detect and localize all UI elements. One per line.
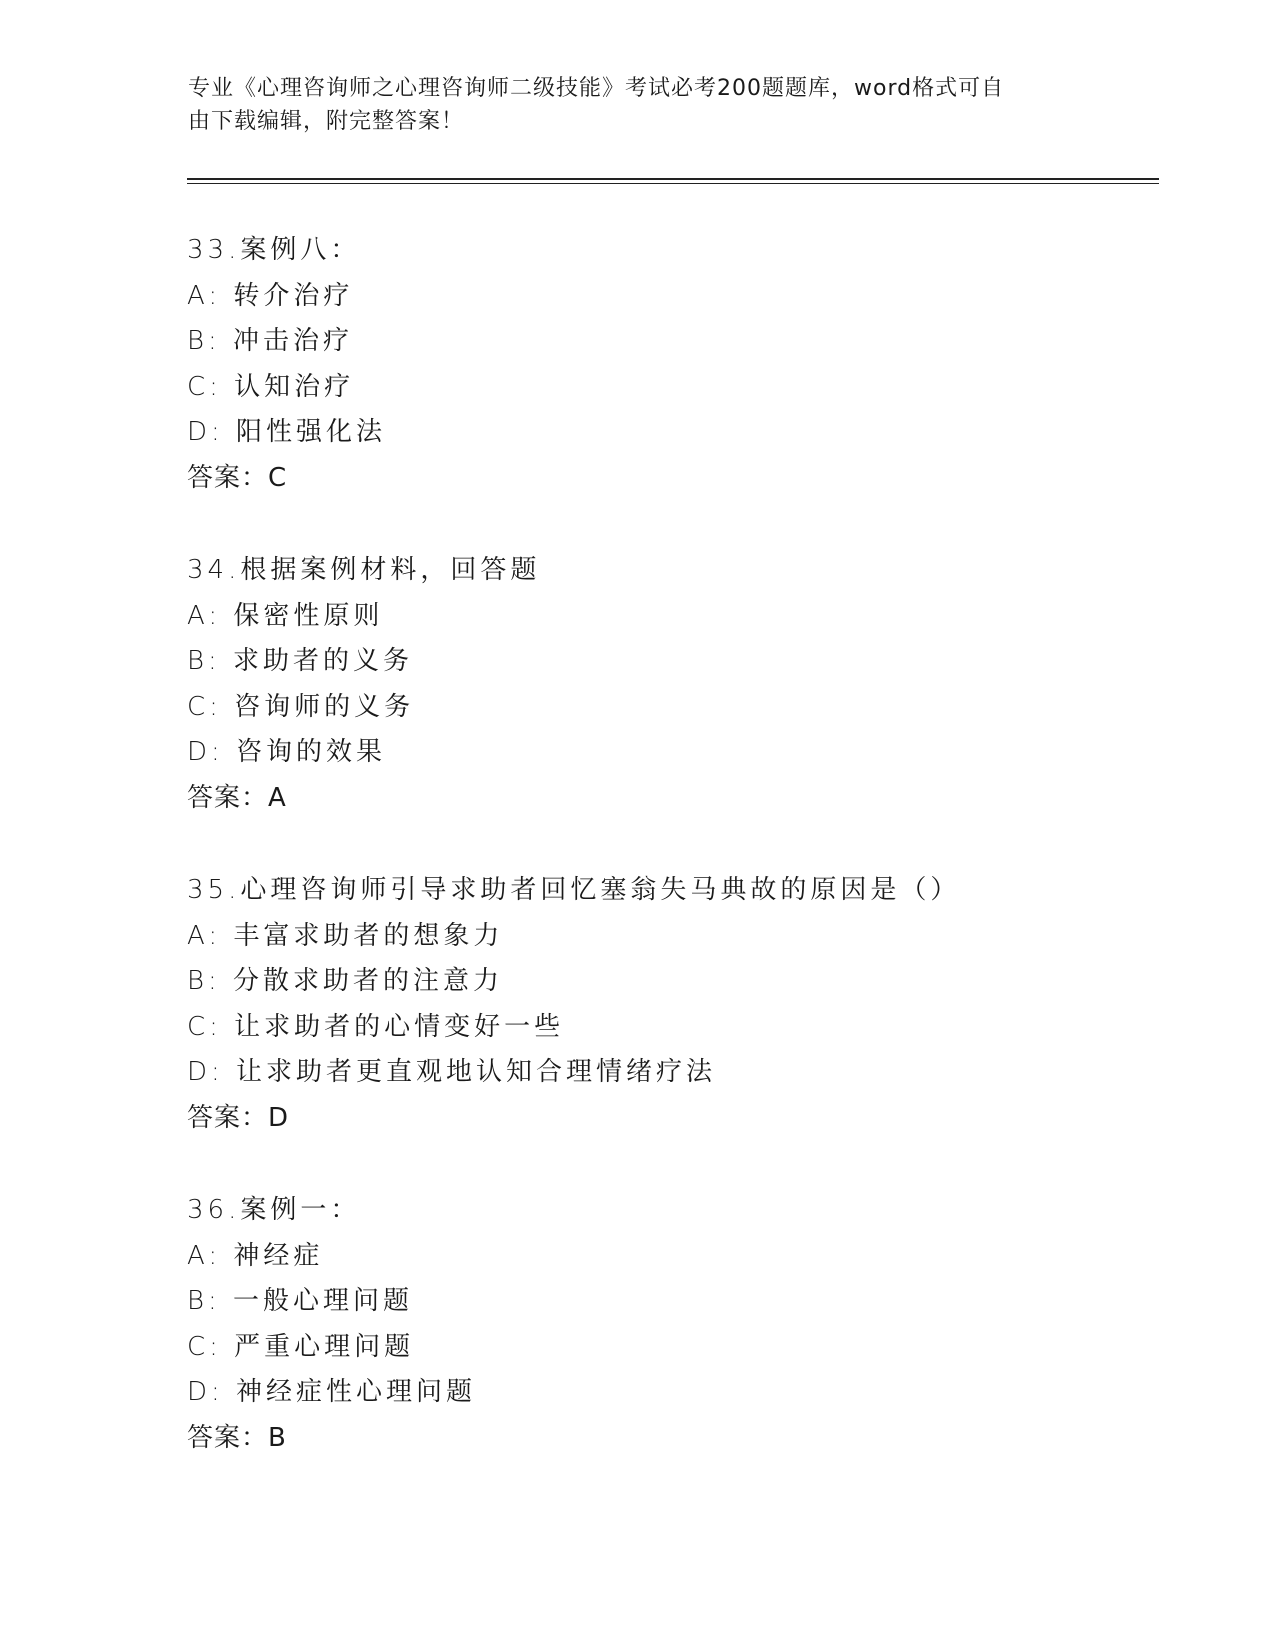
option-a: A: 丰富求助者的想象力 (187, 920, 504, 951)
answer-line: 答案：A (187, 782, 287, 813)
question-stem: 33.案例八： (187, 235, 361, 265)
option-c: C: 认知治疗 (187, 371, 355, 402)
option-d: D: 咨询的效果 (187, 737, 387, 767)
option-c: C: 让求助者的心情变好一些 (187, 1011, 565, 1042)
option-c: C: 严重心理问题 (187, 1331, 415, 1362)
option-d: D: 阳性强化法 (187, 417, 387, 447)
question-block (187, 1188, 1187, 1461)
question-block (187, 228, 1187, 501)
option-d: D: 神经症性心理问题 (187, 1377, 477, 1407)
question-stem: 35.心理咨询师引导求助者回忆塞翁失马典故的原因是（） (187, 875, 961, 905)
option-b: B: 求助者的义务 (187, 646, 414, 676)
header-line-2: 由下载编辑，附完整答案！ (188, 109, 465, 134)
header-divider (187, 178, 1159, 184)
document-header (188, 72, 1088, 138)
answer-line: 答案：B (187, 1422, 287, 1453)
answer-line: 答案：D (187, 1102, 290, 1133)
question-block (187, 868, 1187, 1141)
header-line-1: 专业《心理咨询师之心理咨询师二级技能》考试必考200题题库，word格式可自 (188, 76, 1005, 101)
question-stem: 34.根据案例材料，回答题 (187, 555, 541, 585)
option-d: D: 让求助者更直观地认知合理情绪疗法 (187, 1057, 717, 1087)
option-a: A: 保密性原则 (187, 600, 384, 631)
option-b: B: 一般心理问题 (187, 1286, 414, 1316)
answer-line: 答案：C (187, 462, 288, 493)
question-stem: 36.案例一： (187, 1195, 361, 1225)
option-a: A: 神经症 (187, 1240, 324, 1271)
question-block (187, 548, 1187, 821)
option-c: C: 咨询师的义务 (187, 691, 415, 722)
option-a: A: 转介治疗 (187, 280, 354, 311)
option-b: B: 分散求助者的注意力 (187, 966, 504, 996)
option-b: B: 冲击治疗 (187, 326, 354, 356)
